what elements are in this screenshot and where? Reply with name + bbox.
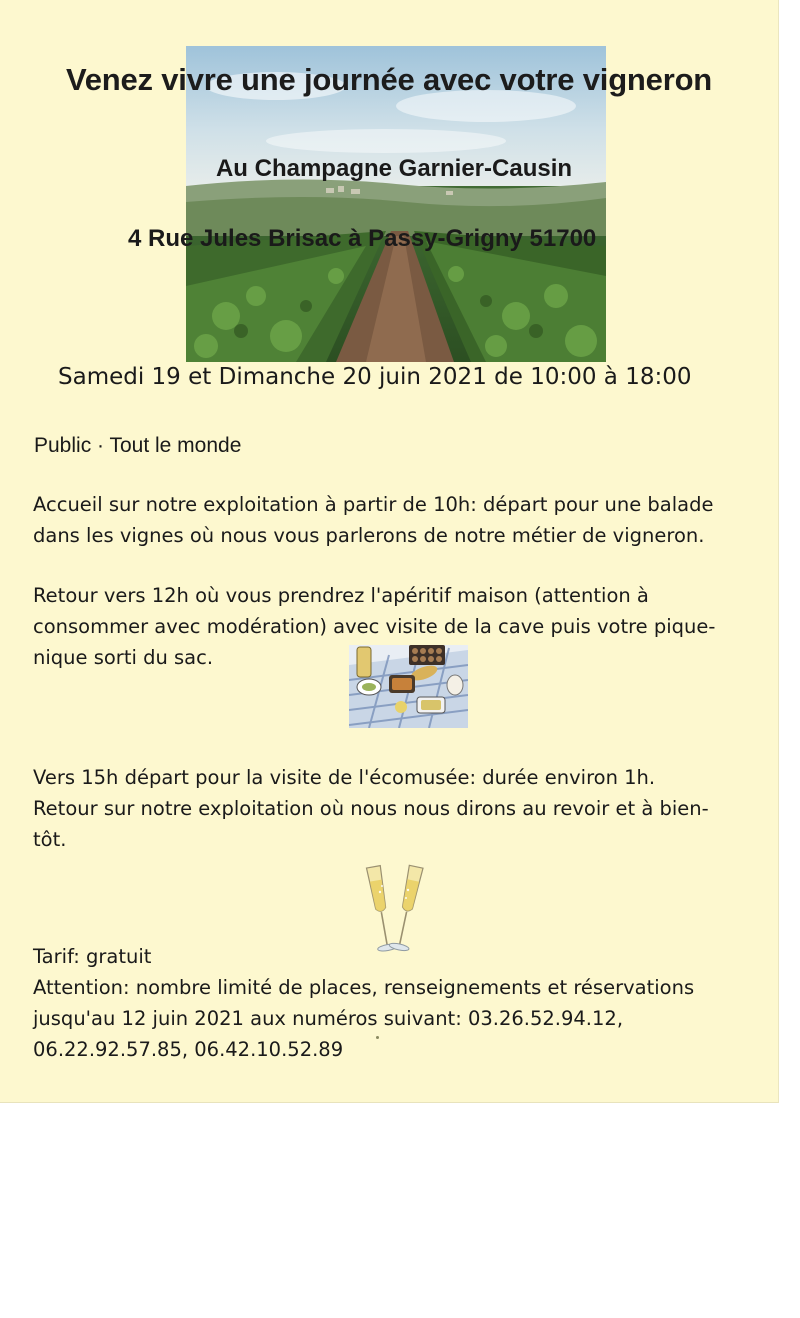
text-line: nique sorti du sac. [33, 646, 214, 669]
text-line: Retour sur notre exploitation où nous nous dirons au revoir et à bien- [33, 797, 709, 820]
flyer-title: Venez vivre une journée avec votre vigneron [65, 62, 713, 97]
text-line: Accueil sur notre exploitation à partir de 10h: départ pour une balade [33, 493, 714, 516]
text-line: Retour vers 12h où vous prendrez l'apéritif maison (attention à [33, 584, 649, 607]
text-line: jusqu'au 12 juin 2021 aux numéros suivant: 03.26.52.94.12, [33, 1007, 624, 1030]
paper-speck [376, 1036, 379, 1039]
picnic-illustration [349, 645, 468, 728]
winery-name: Au Champagne Garnier-Causin [215, 155, 573, 182]
text-line: Attention: nombre limité de places, renseignements et réservations [33, 976, 695, 999]
paragraph-ecomusee [33, 762, 763, 855]
text-line: dans les vignes où nous vous parlerons de notre métier de vigneron. [33, 524, 705, 547]
text-line: consommer avec modération) avec visite de la cave puis votre pique- [33, 615, 716, 638]
text-line: tôt. [33, 828, 67, 851]
price-line: Tarif: gratuit [33, 945, 152, 968]
phone-numbers-line: 06.22.92.57.85, 06.42.10.52.89 [33, 1038, 344, 1061]
paragraph-info [33, 941, 763, 1065]
audience-line: Public · Tout le monde [34, 434, 242, 457]
winery-address: 4 Rue Jules Brisac à Passy-Grigny 51700 [128, 225, 597, 252]
event-dates: Samedi 19 et Dimanche 20 juin 2021 de 10:00 à 18:00 [58, 364, 692, 390]
scan-margin [0, 1103, 800, 1318]
paragraph-welcome [33, 489, 763, 551]
text-line: Vers 15h départ pour la visite de l'écomusée: durée environ 1h. [33, 766, 656, 789]
